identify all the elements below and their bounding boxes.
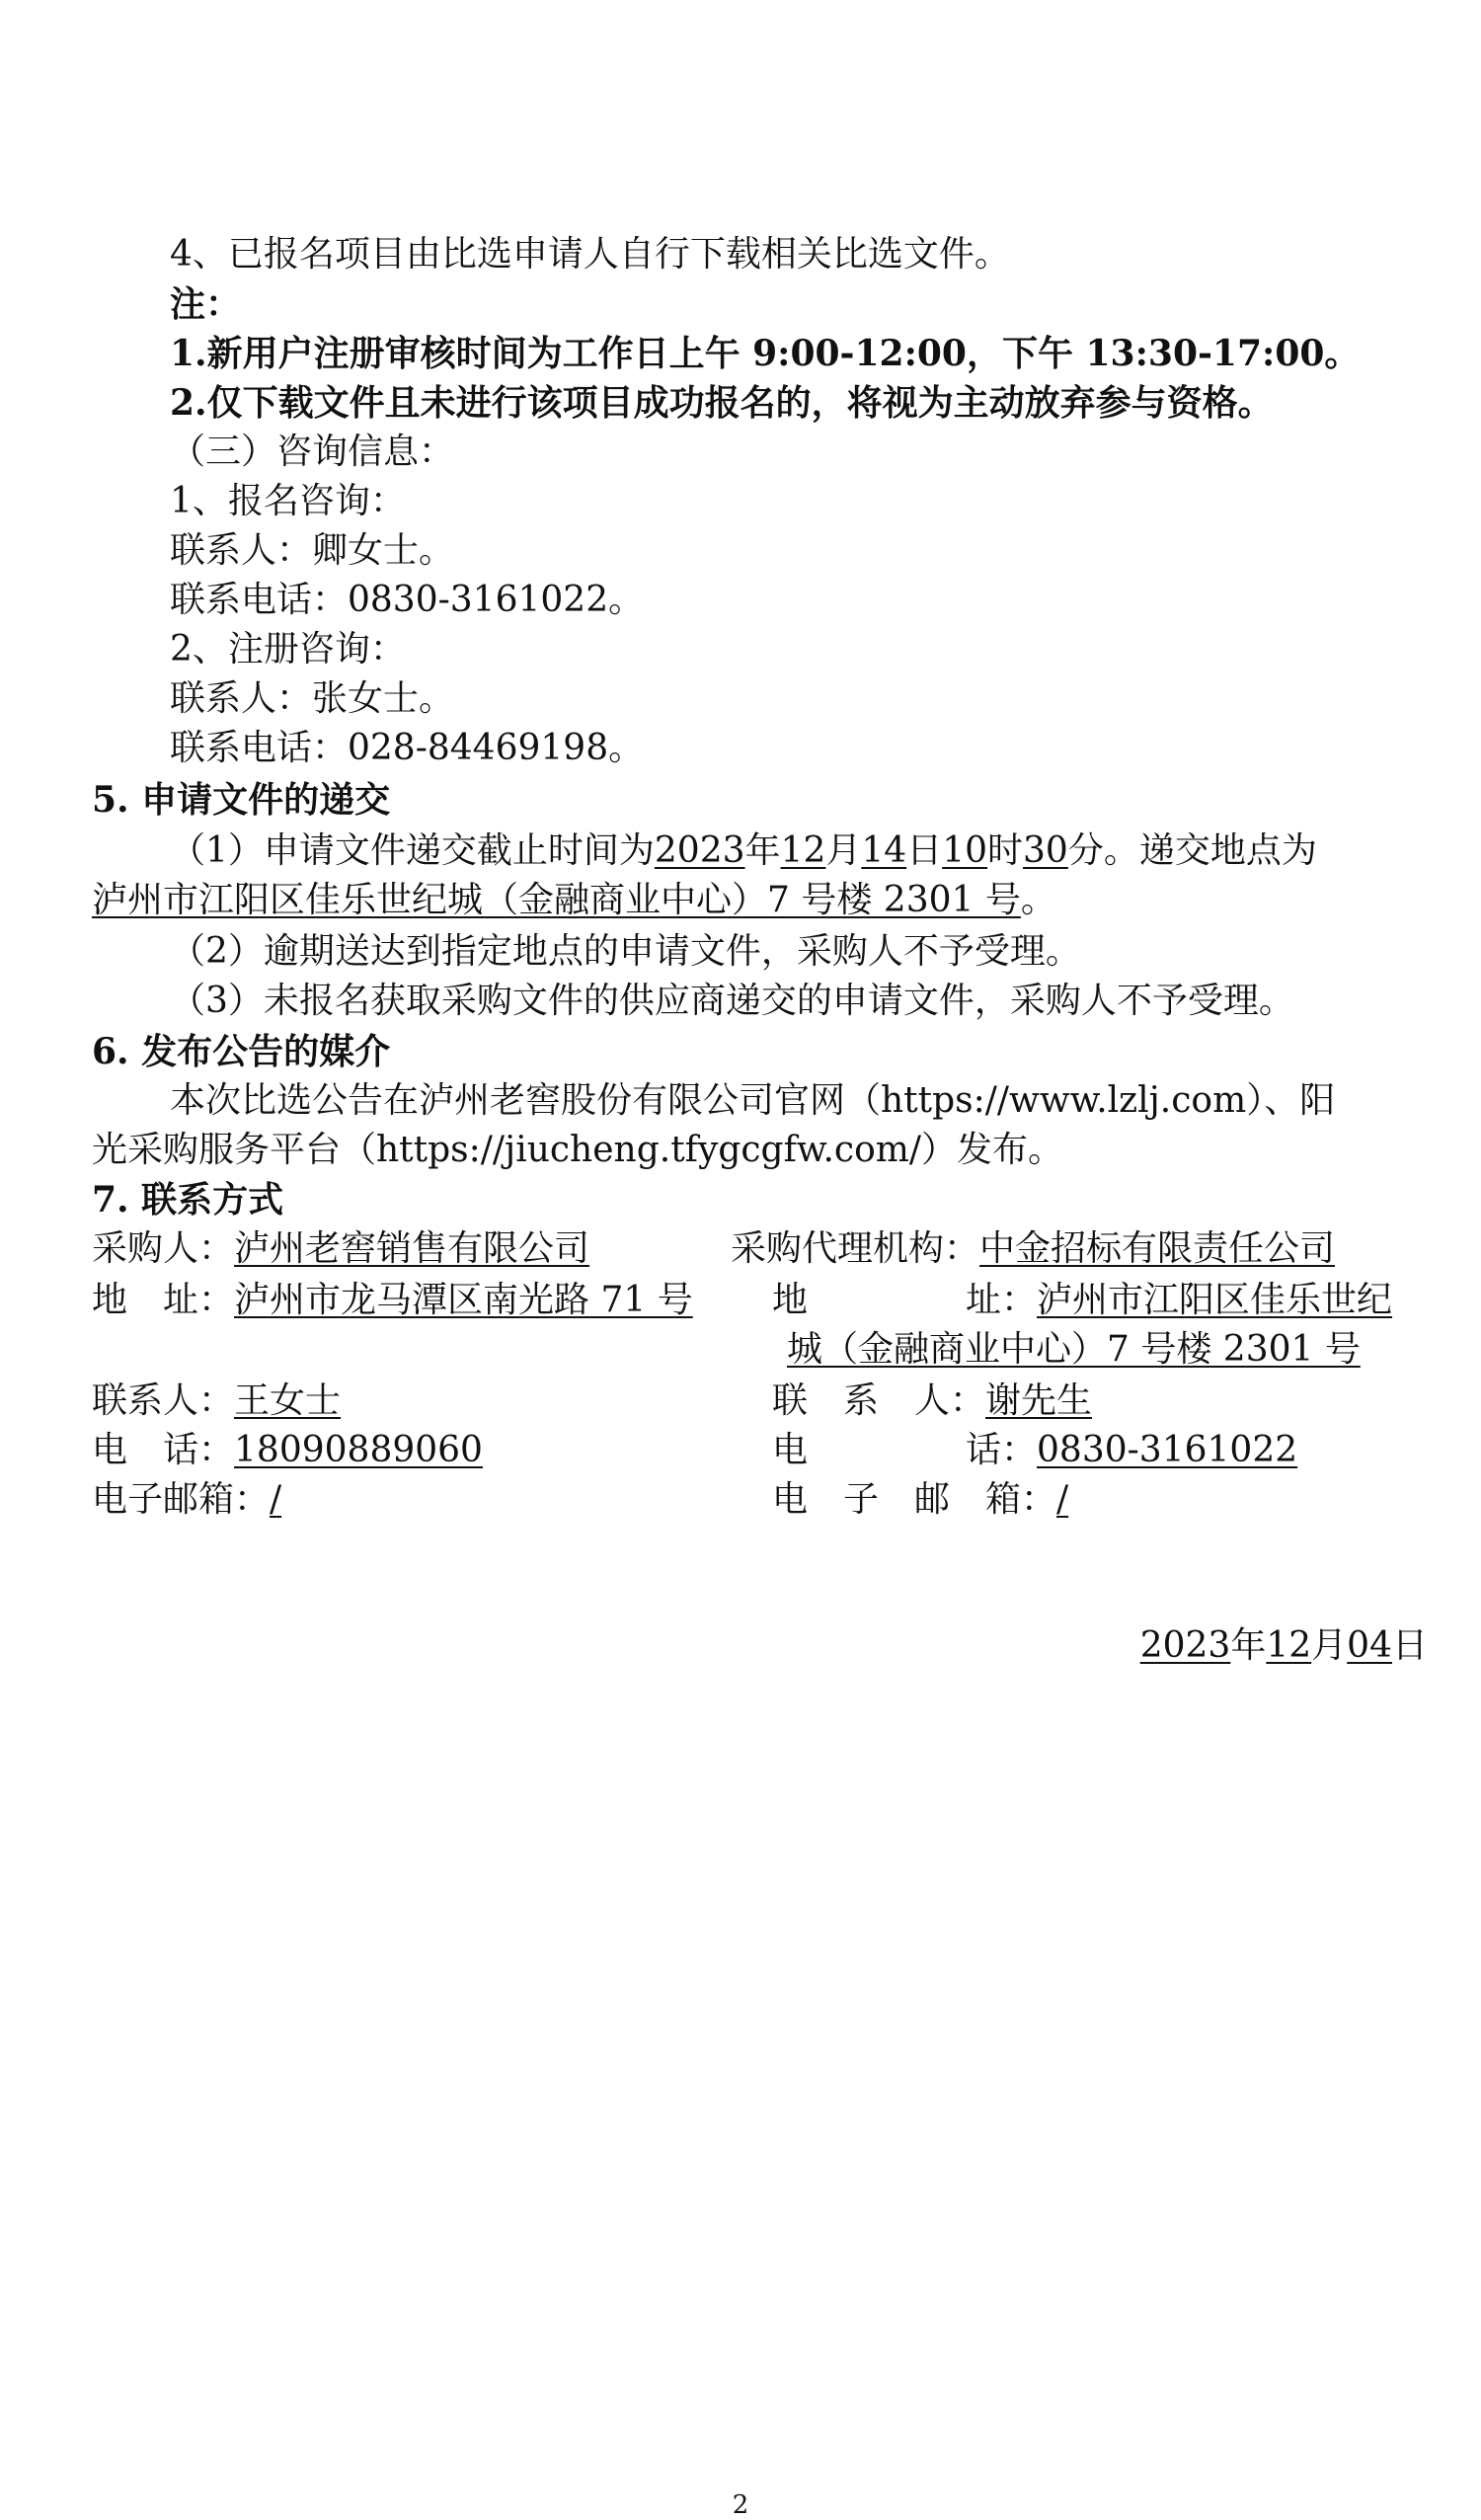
document-date: 2023年12月04日 (1139, 1625, 1428, 1666)
consult-1-title: 1、报名咨询： (170, 481, 406, 521)
agent-phone-row: 话：0830-3161022 (966, 1430, 1298, 1470)
note-label: 注： (170, 283, 242, 325)
consult-1-contact: 联系人：卿女士。 (170, 530, 455, 571)
buyer-phone-row: 电 话：18090889060 (92, 1430, 483, 1470)
buyer-contact-row: 联系人：王女士 (92, 1380, 342, 1421)
section-5-para-3: （3）未报名获取采购文件的供应商递交的申请文件，采购人不予受理。 (170, 981, 1294, 1021)
section-7-heading: 7. 联系方式 (92, 1179, 284, 1221)
agent-phone-label-1: 电 (772, 1430, 809, 1470)
consult-1-phone: 联系电话：0830-3161022。 (170, 580, 645, 620)
buyer-email-row: 电子邮箱：/ (92, 1479, 282, 1520)
section-5-para-1: （1）申请文件递交截止时间为2023年12月14日10时30分。递交地点为 (170, 830, 1317, 871)
agent-row: 采购代理机构：中金招标有限责任公司 (731, 1228, 1336, 1269)
buyer-address-row: 地 址：泸州市龙马潭区南光路 71 号 (92, 1280, 693, 1320)
consult-heading: （三）咨询信息： (170, 432, 455, 472)
page-number: 2 (732, 2490, 749, 2520)
note-2: 2.仅下载文件且未进行该项目成功报名的，将视为主动放弃参与资格。 (170, 382, 1274, 424)
agent-address-line-2: 城（金融商业中心）7 号楼 2301 号 (787, 1329, 1361, 1370)
consult-2-contact: 联系人：张女士。 (170, 678, 455, 719)
agent-address-line-1: 址：泸州市江阳区佳乐世纪 (966, 1280, 1393, 1320)
buyer-row: 采购人：泸州老窖销售有限公司 (92, 1228, 590, 1269)
section-6-line-1: 本次比选公告在泸州老窖股份有限公司官网（https://www.lzlj.com）、阳 (170, 1080, 1336, 1121)
agent-address-label-1: 地 (772, 1280, 809, 1320)
section-5-para-2: （2）逾期送达到指定地点的申请文件，采购人不予受理。 (170, 931, 1081, 972)
agent-email-row: 电 子 邮 箱：/ (772, 1479, 1069, 1520)
section-5-address: 泸州市江阳区佳乐世纪城（金融商业中心）7 号楼 2301 号。 (92, 880, 1056, 920)
section-5-heading: 5. 申请文件的递交 (92, 779, 391, 821)
agent-contact-row: 联 系 人：谢先生 (772, 1380, 1093, 1421)
section-6-heading: 6. 发布公告的媒介 (92, 1031, 391, 1072)
note-1: 1.新用户注册审核时间为工作日上午 9:00-12:00，下午 13:30-17:00。 (170, 333, 1361, 374)
consult-2-phone: 联系电话：028-84469198。 (170, 728, 645, 768)
consult-2-title: 2、注册咨询： (170, 629, 406, 669)
registration-item-4: 4、已报名项目由比选申请人自行下载相关比选文件。 (170, 234, 1010, 275)
section-6-line-2: 光采购服务平台（https://jiucheng.tfygcgfw.com/）发布。 (92, 1130, 1064, 1170)
